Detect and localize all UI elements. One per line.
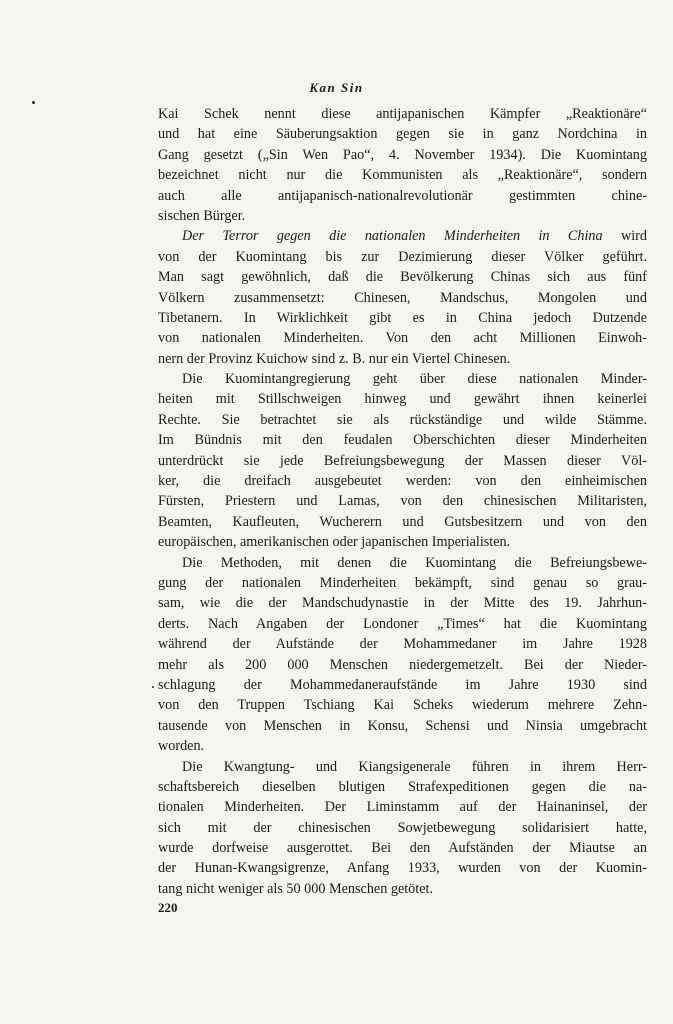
text-line <box>158 104 647 124</box>
text-line <box>158 308 647 328</box>
text-line <box>158 328 647 348</box>
body-text <box>158 104 647 899</box>
text-line <box>158 145 647 165</box>
text-line <box>158 451 647 471</box>
text-segment: Fürsten, Priestern und Lamas, von den chinesischen Militaristen, <box>158 493 647 510</box>
text-line <box>158 634 647 654</box>
text-segment: worden. <box>158 738 205 755</box>
text-segment: schaftsbereich dieselben blutigen Strafexpeditionen gegen die na- <box>158 778 647 795</box>
paragraph <box>158 369 647 553</box>
text-line <box>158 716 647 736</box>
page-number: 220 <box>158 900 178 915</box>
text-line <box>158 206 647 226</box>
text-line <box>158 573 647 593</box>
text-line <box>158 124 647 144</box>
text-line <box>158 614 647 634</box>
text-line <box>158 186 647 206</box>
text-line <box>158 655 647 675</box>
text-segment: Die Kwangtung- und Kiangsigenerale führen in ihrem Herr- <box>182 758 647 775</box>
text-line <box>158 430 647 450</box>
text-segment: der Hunan-Kwangsigrenze, Anfang 1933, wurden von der Kuomin- <box>158 860 647 877</box>
text-segment: während der Aufstände der Mohammedaner im Jahre 1928 <box>158 636 647 653</box>
text-segment: sich mit der chinesischen Sowjetbewegung solidarisiert hatte, <box>158 819 647 836</box>
text-segment: sam, wie die der Mandschudynastie in der Mitte des 19. Jahrhun- <box>158 595 647 612</box>
running-head: Kan Sin <box>309 80 364 95</box>
text-segment: von nationalen Minderheiten. Von den acht Millionen Einwoh- <box>158 330 647 347</box>
text-segment: heiten mit Stillschweigen hinweg und gewährt ihnen keinerlei <box>158 391 647 408</box>
text-segment: Kai Schek nennt diese antijapanischen Kämpfer „Reaktionäre“ <box>158 106 647 122</box>
paragraph <box>158 757 647 900</box>
scan-speck <box>152 686 154 688</box>
text-segment: bezeichnet nicht nur die Kommunisten als „Reaktionäre“, sondern <box>158 167 647 184</box>
text-segment: wurde dorfweise ausgerottet. Bei den Aufständen der Miautse an <box>158 840 647 857</box>
paragraph <box>158 553 647 757</box>
text-line <box>158 491 647 511</box>
text-segment: Die Methoden, mit denen die Kuomintang die Befreiungsbewe- <box>182 554 647 571</box>
text-line <box>158 553 647 573</box>
text-segment: Beamten, Kaufleuten, Wucherern und Gutsbesitzern und von den <box>158 513 647 530</box>
text-line <box>158 512 647 532</box>
text-segment: gung der nationalen Minderheiten bekämpft, sind genau so grau- <box>158 574 647 591</box>
text-segment: Tibetanern. In Wirklichkeit gibt es in China jedoch Dutzende <box>158 309 647 326</box>
text-segment: und hat eine Säuberungsaktion gegen sie in ganz Nordchina in <box>158 126 647 143</box>
text-line <box>158 695 647 715</box>
text-line <box>158 858 647 878</box>
paragraph <box>158 226 647 369</box>
text-segment: tausende von Menschen in Konsu, Schensi und Ninsia umgebracht <box>158 717 647 734</box>
text-line <box>158 267 647 287</box>
text-line <box>158 165 647 185</box>
text-segment: tionalen Minderheiten. Der Liminstamm auf der Hainaninsel, der <box>158 799 647 816</box>
text-segment: von der Kuomintang bis zur Dezimierung dieser Völker geführt. <box>158 248 647 265</box>
text-segment: Gang gesetzt („Sin Wen Pao“, 4. November 1934). Die Kuomintang <box>158 146 647 163</box>
text-line <box>158 757 647 777</box>
text-line <box>158 226 647 246</box>
text-line <box>158 838 647 858</box>
text-line <box>158 247 647 267</box>
text-line <box>158 777 647 797</box>
text-line <box>158 369 647 389</box>
text-segment: europäischen, amerikanischen oder japanischen Imperialisten. <box>158 534 511 551</box>
text-line <box>158 532 647 552</box>
text-line <box>158 736 647 756</box>
text-line <box>158 675 647 695</box>
text-segment: derts. Nach Angaben der Londoner „Times“ hat die Kuomintang <box>158 615 647 632</box>
text-line <box>158 410 647 430</box>
paragraph <box>158 104 647 226</box>
text-line <box>158 797 647 817</box>
text-segment: schlagung der Mohammedaneraufstände im Jahre 1930 sind <box>158 676 647 693</box>
italic-phrase: Der Terror gegen die nationalen Minderheiten in China <box>182 228 603 245</box>
text-segment: Man sagt gewöhnlich, daß die Bevölkerung Chinas sich aus fünf <box>158 269 647 286</box>
text-segment: wird <box>602 228 647 245</box>
text-segment: Die Kuomintangregierung geht über diese nationalen Minder- <box>182 371 647 388</box>
text-segment: mehr als 200 000 Menschen niedergemetzelt. Bei der Nieder- <box>158 656 647 673</box>
text-segment: Rechte. Sie betrachtet sie als rückständige und wilde Stämme. <box>158 411 647 428</box>
text-segment: Im Bündnis mit den feudalen Oberschichten dieser Minderheiten <box>158 432 647 449</box>
text-segment: unterdrückt sie jede Befreiungsbewegung der Massen dieser Völ- <box>158 452 647 469</box>
text-segment: ker, die dreifach ausgebeutet werden: von den einheimischen <box>158 473 647 490</box>
text-segment: von den Truppen Tschiang Kai Scheks wiederum mehrere Zehn- <box>158 697 647 714</box>
scan-speck <box>32 101 35 104</box>
text-line <box>158 593 647 613</box>
text-segment: auch alle antijapanisch-nationalrevolutionär gestimmten chine- <box>158 187 647 204</box>
text-line <box>158 389 647 409</box>
text-line <box>158 288 647 308</box>
text-line <box>158 349 647 369</box>
text-line <box>158 471 647 491</box>
text-segment: nern der Provinz Kuichow sind z. B. nur ein Viertel Chinesen. <box>158 350 511 367</box>
text-segment: sischen Bürger. <box>158 207 246 224</box>
text-line <box>158 818 647 838</box>
text-line <box>158 879 647 899</box>
text-segment: Völkern zusammensetzt: Chinesen, Mandschus, Mongolen und <box>158 289 647 306</box>
text-segment: tang nicht weniger als 50 000 Menschen getötet. <box>158 880 434 897</box>
